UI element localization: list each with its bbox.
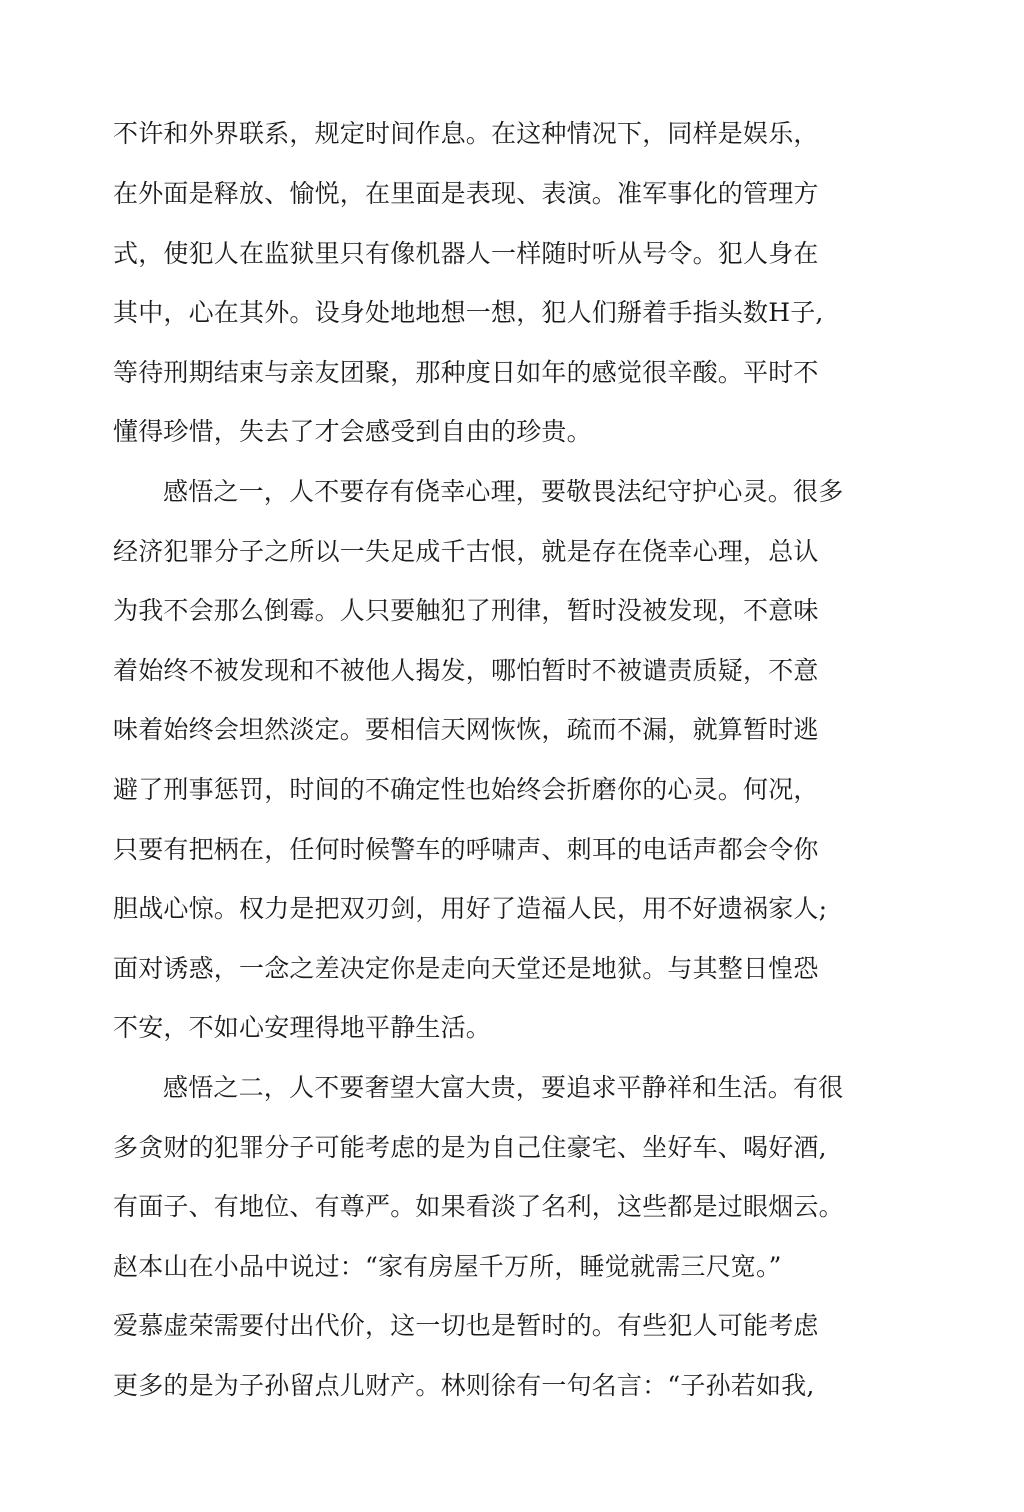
text-line: 面对诱惑，一念之差决定你是走向天堂还是地狱。与其整日惶恐 [113, 954, 819, 983]
text-line: 赵本山在小品中说过：“家有房屋千万所，睡觉就需三尺宽。” [113, 1252, 782, 1281]
text-line: 在外面是释放、愉悦，在里面是表现、表演。准军事化的管理方 [113, 179, 819, 208]
text-line: 着始终不被发现和不被他人揭发，哪怕暂时不被谴责质疑，不意 [113, 656, 819, 685]
text-line: 式，使犯人在监狱里只有像机器人一样随时听从号令。犯人身在 [113, 239, 819, 268]
text-line: 有面子、有地位、有尊严。如果看淡了名利，这些都是过眼烟云。 [113, 1192, 844, 1221]
text-line: 其中，心在其外。设身处地地想一想，犯人们掰着手指头数H子, [113, 298, 824, 327]
text-line: 胆战心惊。权力是把双刃剑，用好了造福人民，用不好遗祸家人; [113, 894, 828, 923]
text-line: 不安，不如心安理得地平静生活。 [113, 1013, 492, 1042]
text-line: 经济犯罪分子之所以一失足成千古恨，就是存在侥幸心理，总认 [113, 537, 819, 566]
paragraph-first-line: 感悟之一，人不要存有侥幸心理，要敬畏法纪守护心灵。很多 [163, 477, 844, 506]
text-line: 等待刑期结束与亲友团聚，那种度日如年的感觉很辛酸。平时不 [113, 358, 819, 387]
text-line: 更多的是为子孙留点儿财产。林则徐有一句名言：“子孙若如我, [113, 1371, 815, 1400]
text-line: 懂得珍惜，失去了才会感受到自由的珍贵。 [113, 417, 592, 446]
text-line: 多贪财的犯罪分子可能考虑的是为自己住豪宅、坐好车、喝好酒, [113, 1133, 827, 1162]
paragraph-first-line: 感悟之二，人不要奢望大富大贵，要追求平静祥和生活。有很 [163, 1073, 844, 1102]
text-line: 味着始终会坦然淡定。要相信天网恢恢，疏而不漏，就算暂时逃 [113, 715, 819, 744]
text-line: 爱慕虚荣需要付出代价，这一切也是暂时的。有些犯人可能考虑 [113, 1311, 819, 1340]
text-line: 为我不会那么倒霉。人只要触犯了刑律，暂时没被发现，不意味 [113, 596, 819, 625]
text-line: 不许和外界联系，规定时间作息。在这种情况下，同样是娱乐， [113, 119, 819, 148]
text-line: 只要有把柄在，任何时候警车的呼啸声、刺耳的电话声都会令你 [113, 835, 819, 864]
text-line: 避了刑事惩罚，时间的不确定性也始终会折磨你的心灵。何况， [113, 775, 819, 804]
